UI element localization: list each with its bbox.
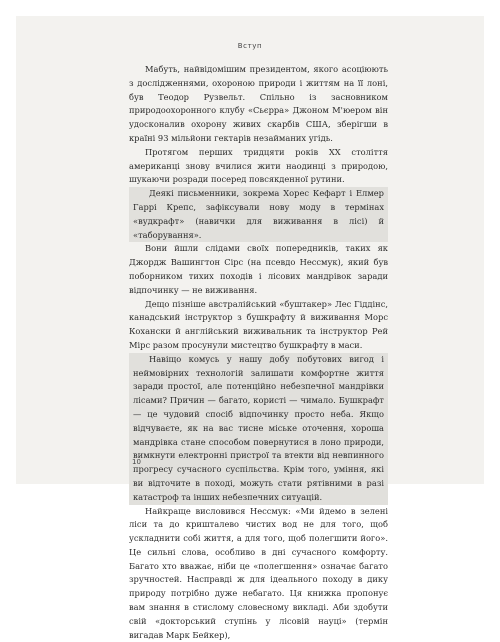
page-number: 10: [132, 458, 141, 466]
book-page: [16, 16, 484, 484]
paragraph-5: Дещо пізніше австралійський «буштакер» Лес Гіддінс, канадський інструктор з бушкрафту й виживання Морс Кохански й англійський виживальник та інструктор Рей Мірс разом просунули мистецтво бушкрафту в маси.: [129, 298, 388, 353]
paragraph-4: Вони йшли слідами своїх попередників, таких як Джордж Вашингтон Сірс (на псевдо Нессмук), який був поборником тихих походів і лісових мандрівок заради відпочинку — не виживання.: [129, 242, 388, 297]
paragraph-1: Мабуть, найвідомішим президентом, якого асоціюють з дослідженнями, охороною природи і життям на її лоні, був Теодор Рузвельт. Спільно із засновником природоохоронного клубу «Сьєрра» Джоном М'юером він удосконалив охорону живих скарбів США, зберігши в країні 93 мільйони гектарів незайманих угідь.: [129, 63, 388, 146]
body-text: [129, 63, 388, 642]
paragraph-6-highlighted: Навіщо комусь у нашу добу побутових вигод і неймовірних технологій залишати комфортне життя заради простої, але потенційно небезпечної мандрівки лісами? Причин — багато, користі — чимало. Бушкрафт — це чудовий спосіб відпочинку просто неба. Якщо відчуваєте, як на вас тисне міське оточення, хороша мандрівка стане способом повернутися в лоно природи, вимкнути електронні пристрої та втекти від невпинного прогресу сучасного суспільства. Крім того, уміння, які ви відточите в поході, можуть стати рятівними в разі катастроф та інших небезпечних ситуацій.: [129, 353, 388, 505]
paragraph-2: Протягом перших тридцяти років XX століття американці знову вчилися жити наодинці з природою, шукаючи розради посеред повсякденної рутини.: [129, 146, 388, 187]
running-head: Вступ: [16, 42, 484, 50]
paragraph-7: Найкраще висловився Нессмук: «Ми йдемо в зелені ліси та до кришталево чистих вод не для того, щоб ускладнити собі життя, а для того, щоб полегшити його». Це сильні слова, особливо в дні сучасного комфорту. Багато хто вважає, ніби це «полегшення» означає багато зручностей. Насправді ж для ідеального походу в дику природу потрібно дуже небагато. Ця книжка пропонує вам знання в стислому словесному викладі. Аби здобути свій «докторський ступінь у лісовій науці» (термін вигадав Марк Бейкер),: [129, 505, 388, 642]
paragraph-3-highlighted: Деякі письменники, зокрема Хорес Кефарт і Елмер Гаррі Крепс, зафіксували нову моду в термінах «вудкрафт» (навички для виживання в лісі) й «таборування».: [129, 187, 388, 242]
